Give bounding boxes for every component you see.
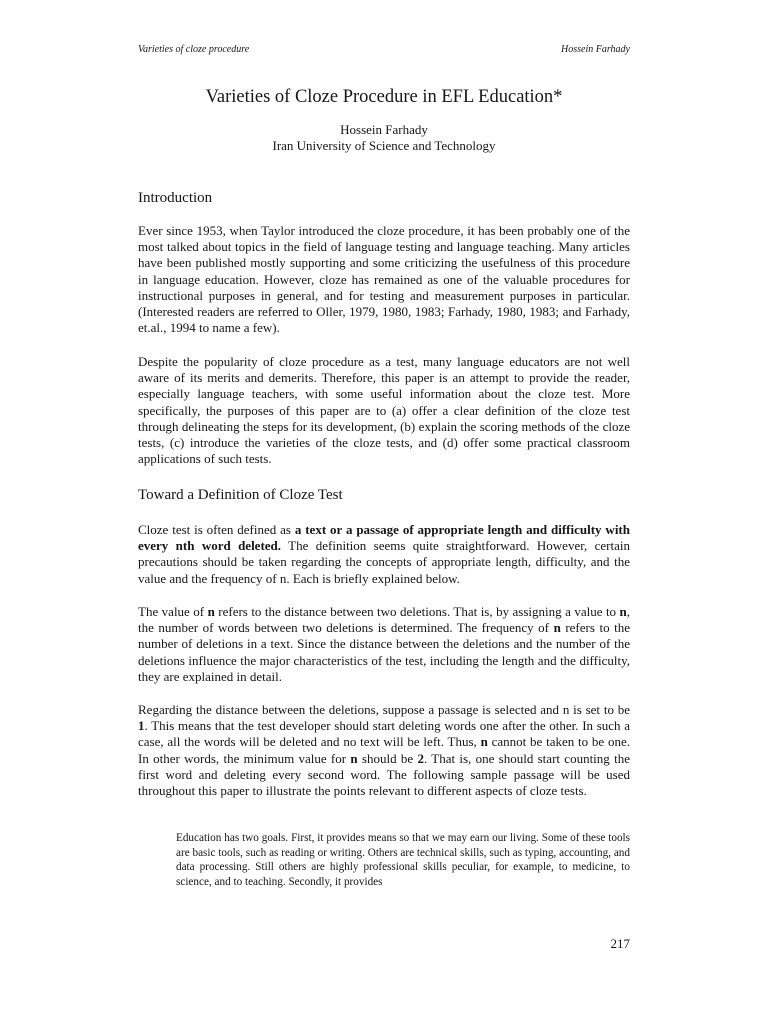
bold-value: 2	[417, 750, 424, 766]
text-run: Regarding the distance between the deletions, suppose a passage is selected and n is set to be	[138, 702, 630, 717]
definition-paragraph-1	[138, 522, 630, 587]
text-run: The definition seems quite straightforward. However, certain precautions should be taken regarding the concepts of appropriate length, difficulty, and the value and the frequency of n. Each is briefly explained below.	[138, 538, 630, 586]
bold-n: n	[480, 734, 488, 750]
paper-title: Varieties of Cloze Procedure in EFL Education*	[205, 87, 563, 107]
bold-n: n	[553, 620, 561, 636]
definition-bold-text: a text or a passage of appropriate length and difficulty with every nth word deleted.	[138, 522, 630, 554]
byline	[138, 122, 630, 154]
text-run: , the number of words between two deletions is determined. The frequency of	[138, 604, 630, 636]
section-heading-definition: Toward a Definition of Cloze Test	[138, 487, 343, 503]
bold-n: n	[619, 604, 627, 619]
bold-value: 1	[138, 718, 145, 734]
sample-passage: Education has two goals. First, it provides means so that we may earn our living. Some of these tools are basic tools, such as reading or writing. Others are technical skills, such as typing, accounting, and data processing. Still others are highly professional skills peculiar, for example, to medicine, to science, and to teaching. Secondly, it provides	[176, 832, 630, 888]
definition-paragraph-2	[138, 604, 630, 685]
text-run: . That is, one should start counting the first word and deleting every second word. The following sample passage will be used throughout this paper to illustrate the points relevant to different aspects of cloze tests.	[138, 750, 630, 799]
author-name: Hossein Farhady	[340, 122, 428, 137]
bold-n: n	[350, 750, 358, 766]
text-run: should be	[357, 750, 418, 766]
definition-paragraph-3	[138, 702, 630, 799]
text-run: Cloze test is often defined as	[138, 522, 295, 537]
text-run: refers to the number of deletions in a text. Since the distance between the deletions and the number of the deletions influence the major characteristics of the test, including the length and the difficulty, they are explained in detail.	[138, 620, 630, 684]
bold-n: n	[207, 604, 215, 619]
author-affiliation: Iran University of Science and Technology	[272, 138, 496, 153]
introduction-paragraph-2: Despite the popularity of cloze procedure as a test, many language educators are not well aware of its merits and demerits. Therefore, this paper is an attempt to provide the reader, especially language teachers, with some useful information about the cloze test. More specifically, the purposes of this paper are to (a) offer a clear definition of the cloze test through delineating the steps for its development, (b) explain the scoring methods of the cloze tests, (c) introduce the varieties of the cloze tests, and (d) offer some practical classroom applications of such tests.	[138, 354, 630, 467]
page-number: 217	[610, 936, 630, 951]
text-run: refers to the distance between two deletions. That is, by assigning a value to	[214, 604, 620, 619]
running-head	[138, 44, 630, 56]
text-run: . This means that the test developer should start deleting words one after the other. In such a case, all the words will be deleted and no text will be left. Thus,	[138, 718, 630, 750]
text-run: The value of	[138, 604, 208, 619]
section-heading-introduction: Introduction	[138, 190, 213, 206]
running-head-author: Hossein Farhady	[561, 44, 630, 55]
introduction-paragraph-1: Ever since 1953, when Taylor introduced the cloze procedure, it has been probably one of the most talked about topics in the field of language testing and language teaching. Many articles have been published mostly supporting and some criticizing the usefulness of this procedure in language education. However, cloze has remained as one of the valuable procedures for instructional purposes in general, and for testing and measurement purposes in particular. (Interested readers are referred to Oller, 1979, 1980, 1983; Farhady, 1980, 1983; and Farhady, et.al., 1994 to name a few).	[138, 223, 630, 336]
running-head-title: Varieties of cloze procedure	[138, 44, 250, 55]
text-run: cannot be taken to be one. In other words, the minimum value for	[138, 734, 630, 766]
